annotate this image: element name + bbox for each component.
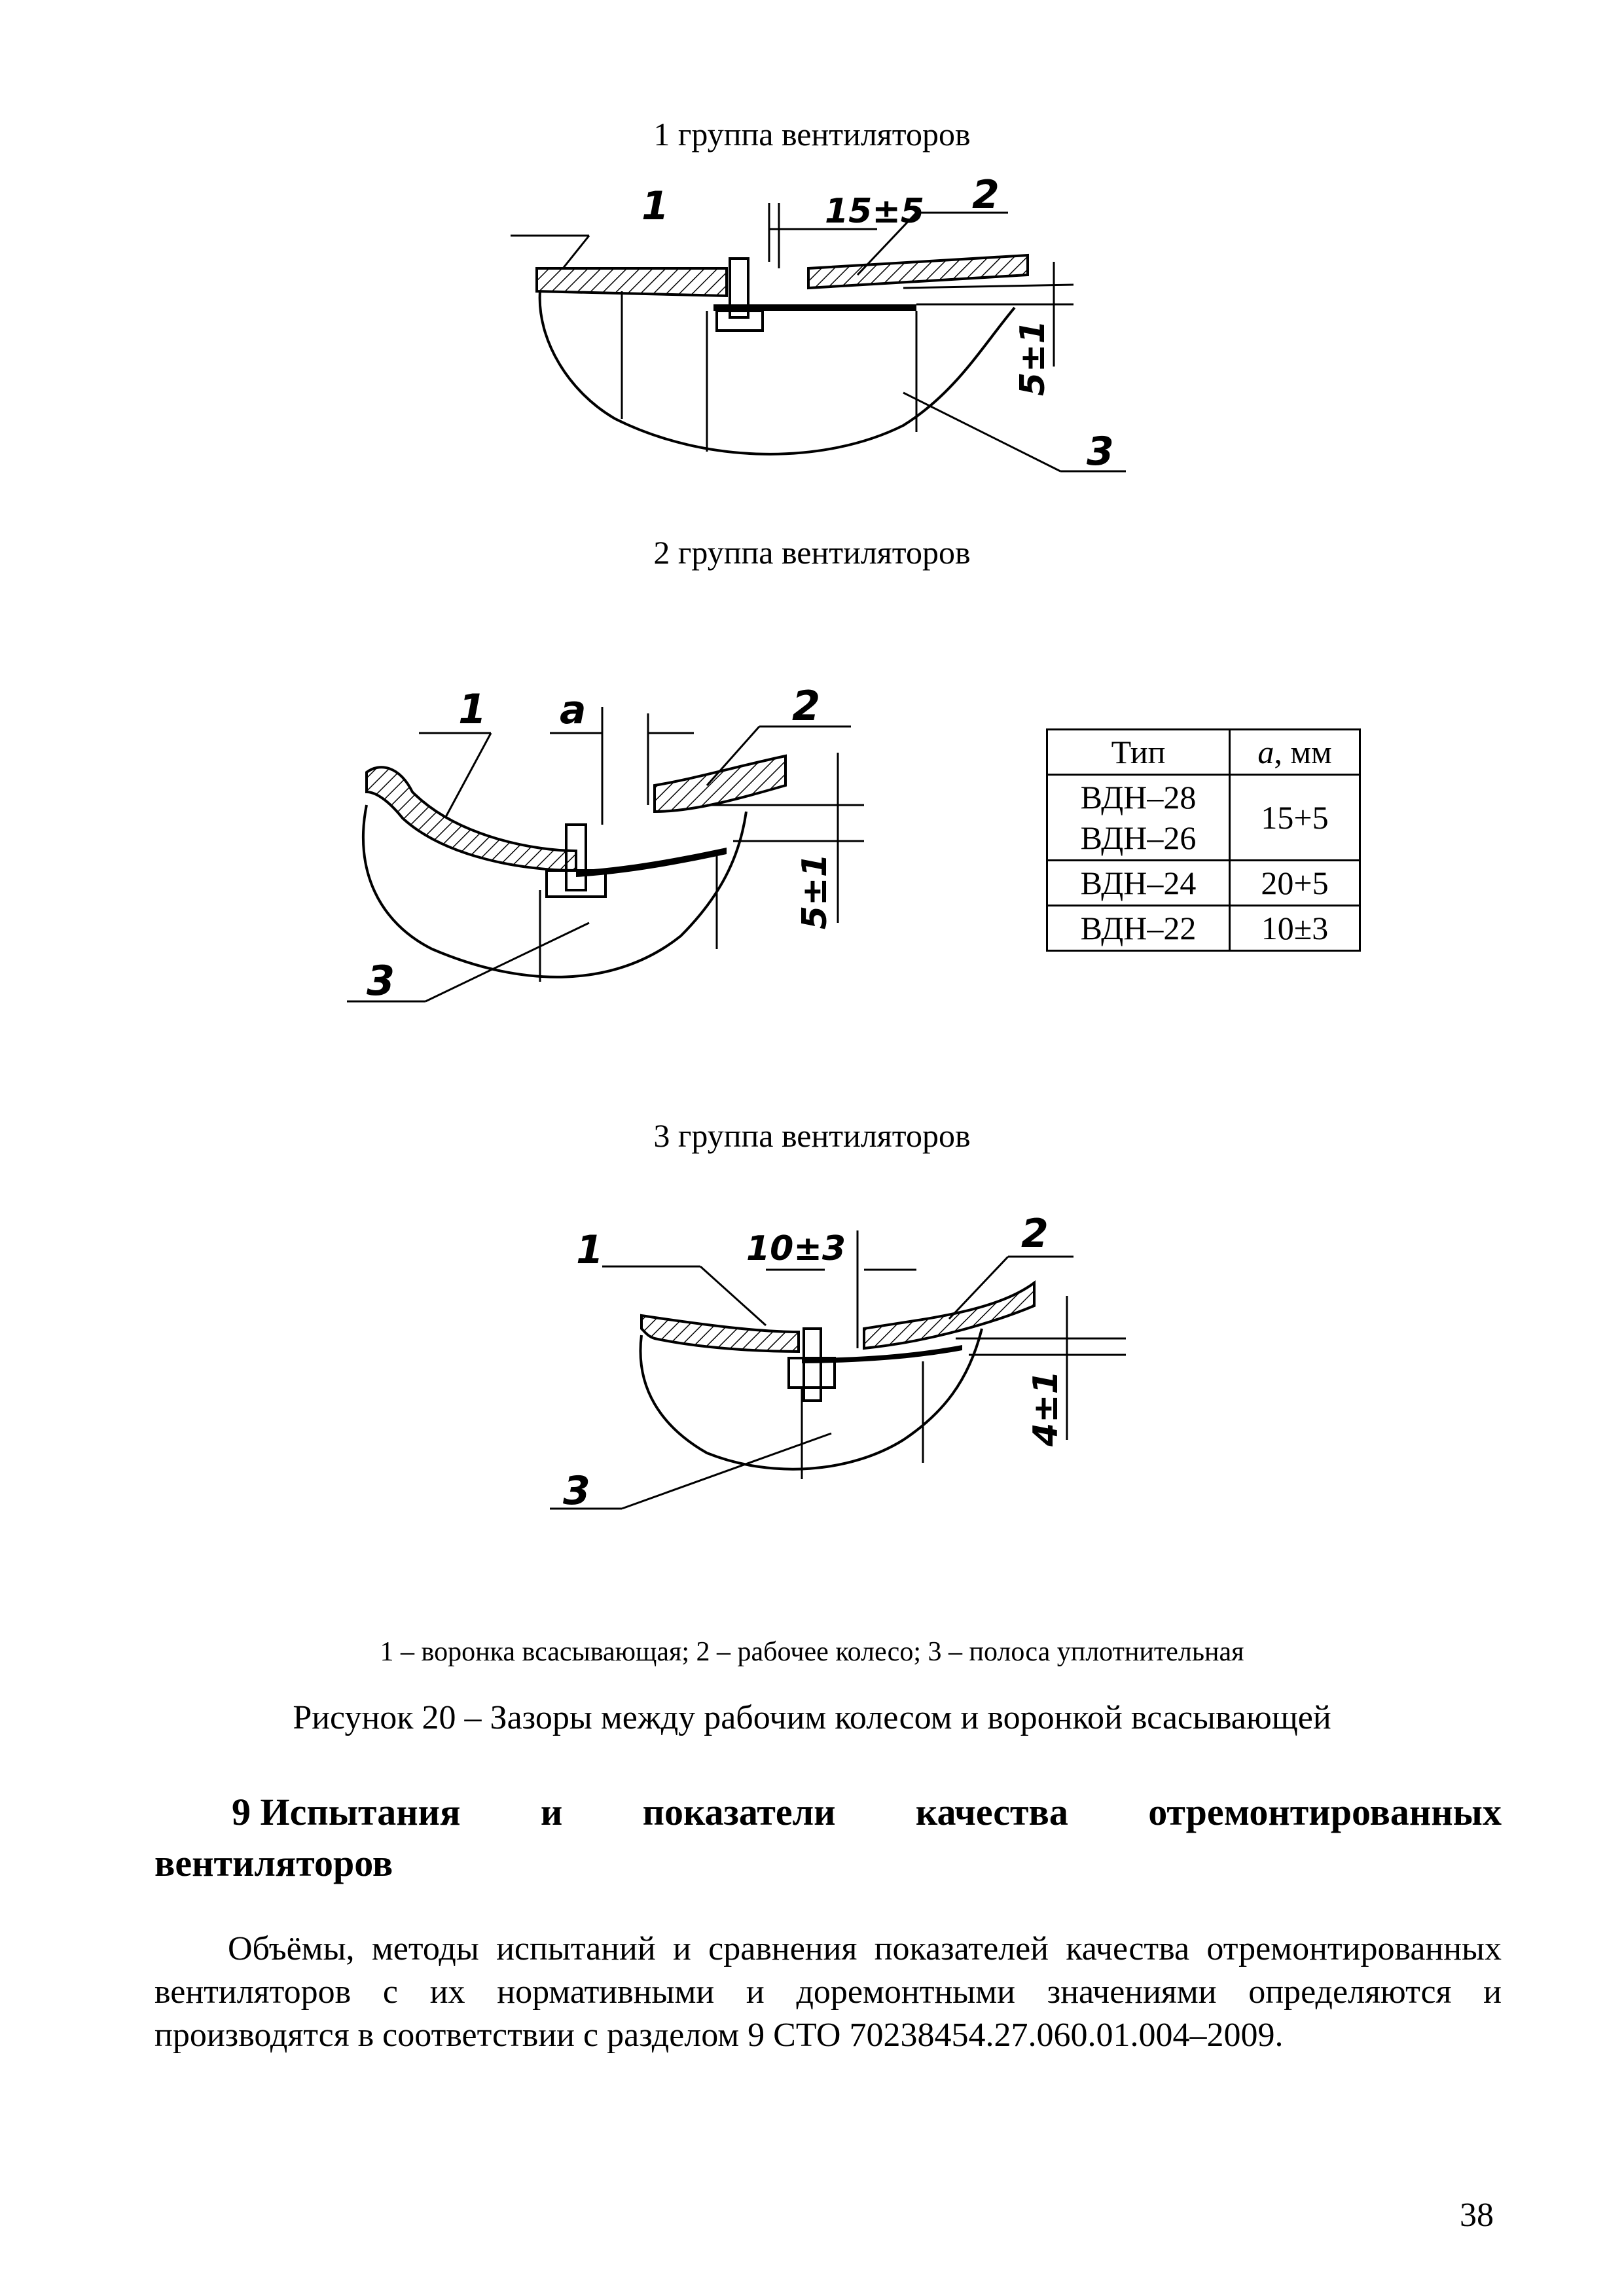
heading-word: 9 Испытания: [232, 1791, 461, 1833]
group3-label-2: 2: [1021, 1211, 1049, 1257]
group2-label-2: 2: [792, 682, 821, 730]
group1-label-3: 3: [1087, 429, 1114, 475]
group2-title: 2 группа вентиляторов: [653, 534, 971, 571]
table-cell-type: ВДН–22: [1047, 906, 1230, 951]
group3-side-dim: 4±1: [1026, 1371, 1066, 1446]
figure-caption: Рисунок 20 – Зазоры между рабочим колесом и воронкой всасывающей: [293, 1699, 1331, 1736]
gap-table: [1046, 728, 1361, 952]
table-row: [1047, 906, 1360, 951]
table-cell-type: ВДН–28 ВДН–26: [1047, 775, 1230, 861]
group3-drawing: [550, 1191, 1139, 1532]
table-cell-value: 10±3: [1230, 906, 1360, 951]
group3-title: 3 группа вентиляторов: [653, 1117, 971, 1154]
heading-word: отремонтированных: [1148, 1791, 1502, 1833]
group2-label-3: 3: [367, 957, 395, 1005]
table-row: [1047, 775, 1360, 861]
table-header-a: a, мм: [1230, 730, 1360, 775]
heading-word: качества: [915, 1791, 1068, 1833]
group3-gap-dim: 10±3: [746, 1229, 846, 1268]
table-header-type: Тип: [1047, 730, 1230, 775]
group3-label-1: 1: [576, 1227, 604, 1273]
group1-side-dim: 5±1: [1013, 320, 1053, 396]
group1-label-1: 1: [641, 183, 669, 229]
group2-label-1: 1: [458, 685, 487, 733]
heading-line2: вентиляторов: [154, 1842, 393, 1884]
section-heading: [154, 1787, 1502, 1889]
body-paragraph: Объёмы, методы испытаний и сравнения показателей качества отремонтированных вентиляторов с их нормативными и доремонтными значениями определяются и производятся в соответствии с разделом 9 СТО 70238454.27.060.01.004–2009.: [154, 1930, 1502, 2054]
group1-label-2: 2: [972, 177, 1000, 218]
heading-word: и: [540, 1791, 563, 1833]
table-cell-value: 20+5: [1230, 861, 1360, 906]
group2-side-dim: 5±1: [795, 853, 835, 929]
group1-drawing: [511, 177, 1172, 517]
group1-gap-dim: 15±5: [825, 192, 925, 231]
group1-title: 1 группа вентиляторов: [653, 116, 971, 152]
table-row: [1047, 861, 1360, 906]
table-header-row: [1047, 730, 1360, 775]
heading-word: показатели: [642, 1791, 836, 1833]
table-cell-value: 15+5: [1230, 775, 1360, 861]
group3-label-3: 3: [563, 1468, 590, 1514]
table-cell-type: ВДН–24: [1047, 861, 1230, 906]
group2-drawing: [340, 674, 877, 1041]
group2-gap-dim: a: [560, 687, 586, 733]
figure-legend: 1 – воронка всасывающая; 2 – рабочее колесо; 3 – полоса уплотнительная: [380, 1637, 1244, 1667]
page-number: 38: [1460, 2197, 1494, 2234]
